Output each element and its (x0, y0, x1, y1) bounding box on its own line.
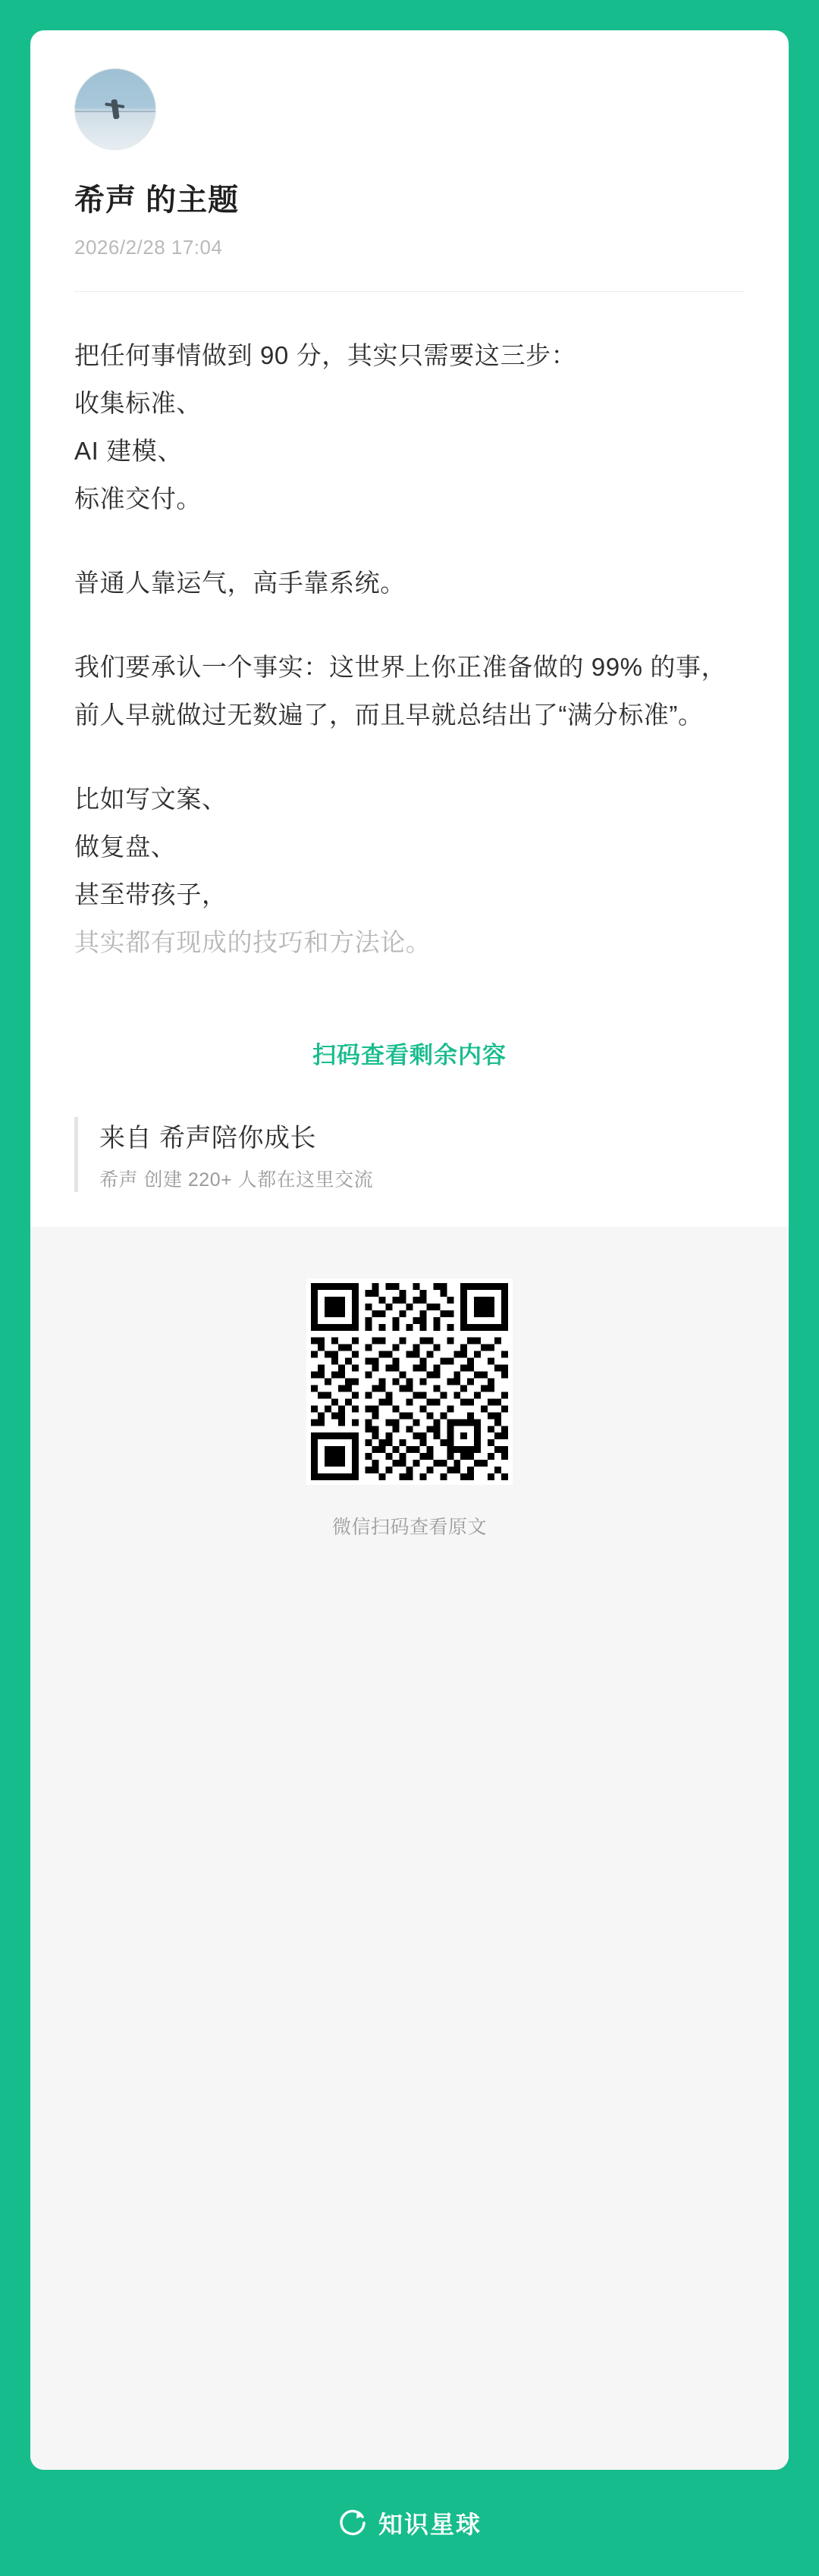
topic-content (74, 331, 745, 966)
content-paragraph-faded: 其实都有现成的技巧和方法论。 (74, 928, 431, 956)
header-divider (74, 291, 745, 292)
user-avatar[interactable] (74, 68, 156, 150)
scan-more-cta[interactable]: 扫码查看剩余内容 (312, 1042, 507, 1068)
group-meta: 希声 创建 220+ 人都在这里交流 (99, 1169, 374, 1191)
footer-brand (30, 2470, 789, 2576)
content-paragraph: 比如写文案、 (74, 785, 228, 813)
qr-code[interactable] (306, 1279, 513, 1485)
avatar-figure-decoration (111, 99, 120, 120)
content-paragraph: 做复盘、 (74, 833, 177, 861)
timestamp: 2026/2/28 17:04 (74, 236, 223, 259)
card-body (30, 30, 789, 1192)
content-paragraph: AI 建模、 (74, 437, 183, 465)
zsxq-logo-icon (337, 2508, 368, 2538)
group-info[interactable] (74, 1117, 745, 1192)
qr-caption: 微信扫码查看原文 (331, 1517, 487, 1538)
content-paragraph: 甚至带孩子， (74, 880, 228, 908)
group-name: 来自 希声陪你成长 (99, 1124, 316, 1153)
qr-panel (30, 1227, 789, 2470)
content-paragraph: 标准交付。 (74, 485, 202, 513)
content-paragraph: 我们要承认一个事实：这世界上你正准备做的 99% 的事，前人早就做过无数遍了，而且早就总结出了“满分标准”。 (74, 653, 727, 729)
content-paragraph: 普通人靠运气，高手靠系统。 (74, 569, 406, 597)
content-spacer (74, 607, 745, 643)
content-paragraph: 收集标准、 (74, 389, 202, 417)
topic-card (30, 30, 789, 2470)
content-spacer (74, 522, 745, 559)
content-paragraph: 把任何事情做到 90 分，其实只需要这三步： (74, 341, 577, 369)
content-spacer (74, 739, 745, 775)
footer-brand-label: 知识星球 (378, 2511, 482, 2538)
page-title: 希声 的主题 (74, 184, 240, 217)
